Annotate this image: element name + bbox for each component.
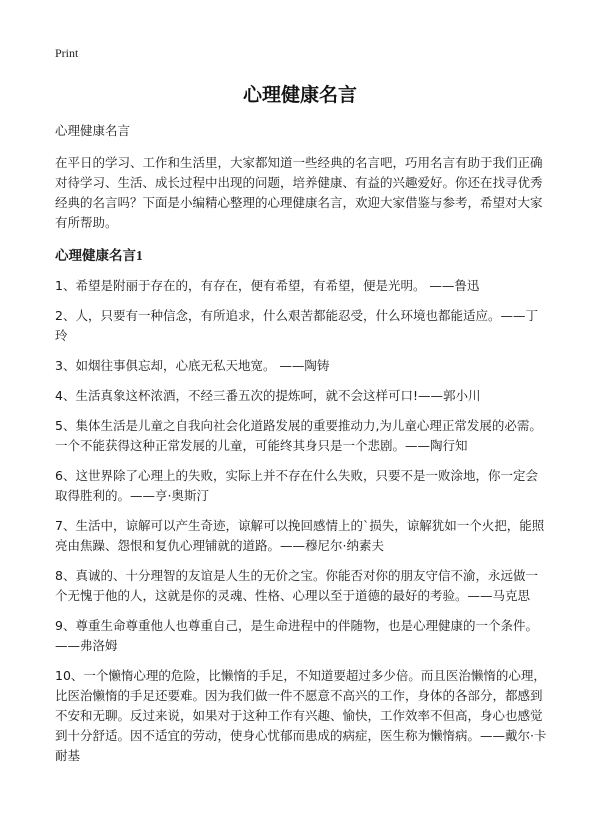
quote-item: 10、一个懒惰心理的危险，比懒惰的手足，不知道要超过多少倍。而且医治懒惰的心理，比医治懒惰的手足还要难。因为我们做一件不愿意不高兴的工作，身体的各部分，都感到不安和无聊。反过来说，如果对于这种工作有兴趣、愉快，工作效率不但高，身心也感觉到十分舒适。因不适宜的劳动，使身心忧郁而患成的病症，医生称为懒惰病。——戴尔·卡耐基	[55, 668, 547, 763]
quote-item: 8、真诚的、十分理智的友谊是人生的无价之宝。你能否对你的朋友守信不渝，永远做一个无愧于他的人，这就是你的灵魂、性格、心理以至于道德的最好的考验。——马克思	[55, 568, 538, 603]
page-title: 心理健康名言	[242, 84, 357, 106]
quote-item: 1、希望是附丽于存在的，有存在，便有希望，有希望，便是光明。 ——鲁迅	[55, 278, 480, 293]
article-body	[55, 121, 550, 776]
quote-item: 9、尊重生命尊重他人也尊重自己，是生命进程中的伴随物，也是心理健康的一个条件。 ——弗洛姆	[55, 618, 538, 653]
intro-paragraph: 在平日的学习、工作和生活里，大家都知道一些经典的名言吧，巧用名言有助于我们正确对待学习、生活、成长过程中出现的问题，培养健康、有益的兴趣爱好。你还在找寻优秀经典的名言吗？下面是小编精心整理的心理健康名言，欢迎大家借鉴与参考，希望对大家有所帮助。	[55, 155, 543, 230]
quote-item: 6、这世界除了心理上的失败，实际上并不存在什么失败，只要不是一败涂地，你一定会取得胜利的。——亨·奥斯汀	[55, 468, 538, 503]
quote-item: 3、如烟往事俱忘却，心底无私天地宽。 ——陶铸	[55, 358, 330, 373]
quote-item: 5、集体生活是儿童之自我向社会化道路发展的重要推动力,为儿童心理正常发展的必需。一个不能获得这种正常发展的儿童，可能终其身只是一个悲剧。——陶行知	[55, 418, 542, 453]
section-heading: 心理健康名言1	[55, 248, 143, 263]
quote-item: 2、人，只要有一种信念，有所追求，什么艰苦都能忍受，什么环境也都能适应。——丁玲	[55, 308, 538, 343]
article-subtitle: 心理健康名言	[55, 123, 131, 138]
quote-item: 7、生活中，谅解可以产生奇迹，谅解可以挽回感情上的`损失，谅解犹如一个火把，能照亮由焦躁、怨恨和复仇心理铺就的道路。——穆尼尔·纳素夫	[55, 518, 545, 553]
print-label: Print	[55, 46, 79, 60]
quote-item: 4、生活真象这杯浓酒，不经三番五次的提炼呵，就不会这样可口!——郭小川	[55, 388, 481, 403]
